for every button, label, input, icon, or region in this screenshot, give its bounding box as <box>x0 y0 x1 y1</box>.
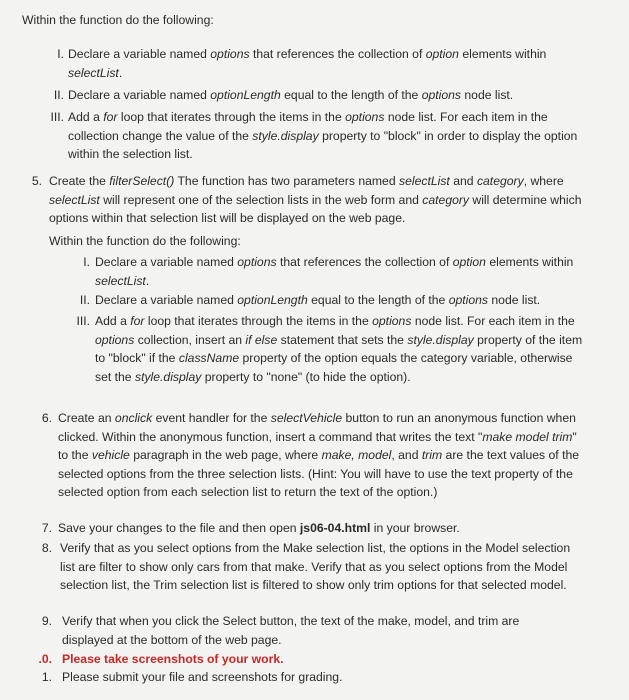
text-run: filterSelect() <box>109 174 175 188</box>
text-run: options <box>210 47 250 61</box>
text-run: className <box>178 351 240 366</box>
text-run: onclick <box>114 411 153 425</box>
text-run: options <box>372 314 412 328</box>
text-run: Declare a variable named <box>95 293 238 307</box>
text-run: . <box>118 65 123 80</box>
step-5-number: 5. <box>31 174 42 188</box>
text-run: Declare a variable named <box>95 255 238 269</box>
text-run: equal to the length of the <box>307 293 449 307</box>
step-5-item-1-text <box>95 253 575 290</box>
text-run: selectList <box>399 174 450 188</box>
text-run: style.display <box>407 332 474 347</box>
text-run: , where <box>523 174 564 188</box>
step-5-item-2-number: II. <box>79 293 90 307</box>
text-run: category <box>422 192 470 207</box>
text-run: Declare a variable named <box>68 88 211 102</box>
text-run: collection, insert an <box>134 332 246 347</box>
text-run: selectList <box>49 192 100 207</box>
step-6-text <box>58 409 590 502</box>
text-run: selectVehicle <box>270 411 343 425</box>
step-11-text <box>62 668 582 687</box>
text-run: optionLength <box>210 88 281 102</box>
step-6-number: 6. <box>41 411 52 425</box>
step-9-text <box>62 612 548 649</box>
step-10-number: .0. <box>38 652 52 666</box>
text-run: in your browser. <box>370 521 460 535</box>
text-run: node list. <box>488 293 541 307</box>
text-run: if else <box>245 332 278 347</box>
text-run: that references the collection of <box>276 255 453 269</box>
text-run: optionLength <box>237 293 308 307</box>
text-run: for <box>130 314 145 328</box>
text-run: node list. For each item in the <box>411 314 575 328</box>
text-run: . <box>145 273 150 288</box>
text-run: Add a <box>68 110 104 124</box>
text-run: selectList <box>68 65 119 80</box>
text-run: and <box>449 174 477 188</box>
text-run: property of the option equals the category variable, otherwise set the <box>95 351 573 384</box>
text-run: js06-04.html <box>299 521 371 535</box>
step-5-item-1-number: I. <box>83 255 90 269</box>
text-run: event handler for the <box>152 411 271 425</box>
text-run: Declare a variable named <box>68 47 211 61</box>
step-5-item-2-text <box>95 291 615 310</box>
text-run: elements within <box>458 47 547 61</box>
text-run: trim <box>421 448 443 463</box>
section-a-item-3-text <box>68 108 596 164</box>
text-run: vehicle <box>91 448 130 463</box>
text-run: make model trim <box>482 429 573 444</box>
text-run: loop that iterates through the items in the <box>144 314 373 328</box>
text-run: style.display <box>252 128 319 143</box>
step-5-item-3-number: III. <box>76 314 90 328</box>
text-run: options <box>448 293 489 307</box>
text-run: " to the <box>58 429 577 463</box>
text-run: Create the <box>49 174 110 188</box>
text-run: make, model <box>321 448 392 463</box>
section-a-item-2-text <box>68 86 608 105</box>
text-run: equal to the length of the <box>280 88 422 102</box>
text-run: node list. <box>461 88 514 102</box>
text-run: property of the item to "block" if the <box>95 332 583 366</box>
text-run: The function has two parameters named <box>174 174 400 188</box>
step-8-text <box>60 539 572 595</box>
section-a-item-1-number: I. <box>57 47 64 61</box>
section-a-item-2-number: II. <box>53 88 64 102</box>
text-run: statement that sets the <box>277 332 408 347</box>
text-run: for <box>103 110 118 124</box>
step-10-text <box>62 650 582 669</box>
text-run: Verify that when you click the Select button, the text of the make, model, and trim are displayed at the bottom of the web page. <box>62 614 520 647</box>
text-run: options <box>421 88 462 102</box>
text-run: will represent one of the selection lists in the web form and <box>99 192 423 207</box>
text-run: node list. For each item in the collection change the value of the <box>68 110 548 143</box>
section-a-item-3-number: III. <box>50 110 64 124</box>
text-run: Please take screenshots of your work. <box>62 652 284 666</box>
intro-line: Within the function do the following: <box>22 13 214 27</box>
step-11-number: 1. <box>41 670 52 684</box>
text-run: are the text values of the selected options from the three selection lists. (Hint: You will have to use the text property of the selected option from each selection list to return the text of the option.) <box>58 448 580 500</box>
text-run: paragraph in the web page, where <box>129 448 322 463</box>
text-run: Save your changes to the file and then open <box>58 521 300 535</box>
step-7-text <box>58 519 590 538</box>
text-run: style.display <box>134 369 202 384</box>
step-5-text <box>49 172 587 228</box>
text-run: Add a <box>95 314 131 328</box>
step-9-number: 9. <box>41 614 52 628</box>
text-run: Create an <box>58 411 115 425</box>
text-run: category <box>476 174 524 188</box>
step-8-number: 8. <box>41 541 52 555</box>
text-run: options <box>345 110 385 124</box>
text-run: property to "block" in order to display the option within the selection list. <box>68 128 578 162</box>
text-run: , and <box>391 448 422 463</box>
text-run: option <box>452 255 486 269</box>
step-5-subintro: Within the function do the following: <box>49 234 241 248</box>
text-run: elements within <box>485 255 574 269</box>
text-run: loop that iterates through the items in the <box>117 110 346 124</box>
text-run: Please submit your file and screenshots for grading. <box>62 670 343 684</box>
text-run: will determine which options within that selection list will be displayed on the web page. <box>49 192 582 226</box>
text-run: options <box>237 255 277 269</box>
text-run: button to run an anonymous function when clicked. Within the anonymous function, insert a command that writes the text " <box>58 411 576 444</box>
text-run: options <box>95 332 135 347</box>
text-run: Verify that as you select options from the Make selection list, the options in the Model selection list are filter to show only cars from that make. Verify that as you select options from the Model selection list, the Trim selection list is filtered to show only trim options for that selected model. <box>60 541 571 593</box>
text-run: that references the collection of <box>249 47 426 61</box>
step-5-item-3-text <box>95 312 585 386</box>
text-run: property to "none" (to hide the option). <box>201 369 411 384</box>
step-7-number: 7. <box>41 521 52 535</box>
section-a-item-1-text <box>68 45 563 82</box>
text-run: option <box>425 47 459 61</box>
text-run: selectList <box>95 273 146 288</box>
